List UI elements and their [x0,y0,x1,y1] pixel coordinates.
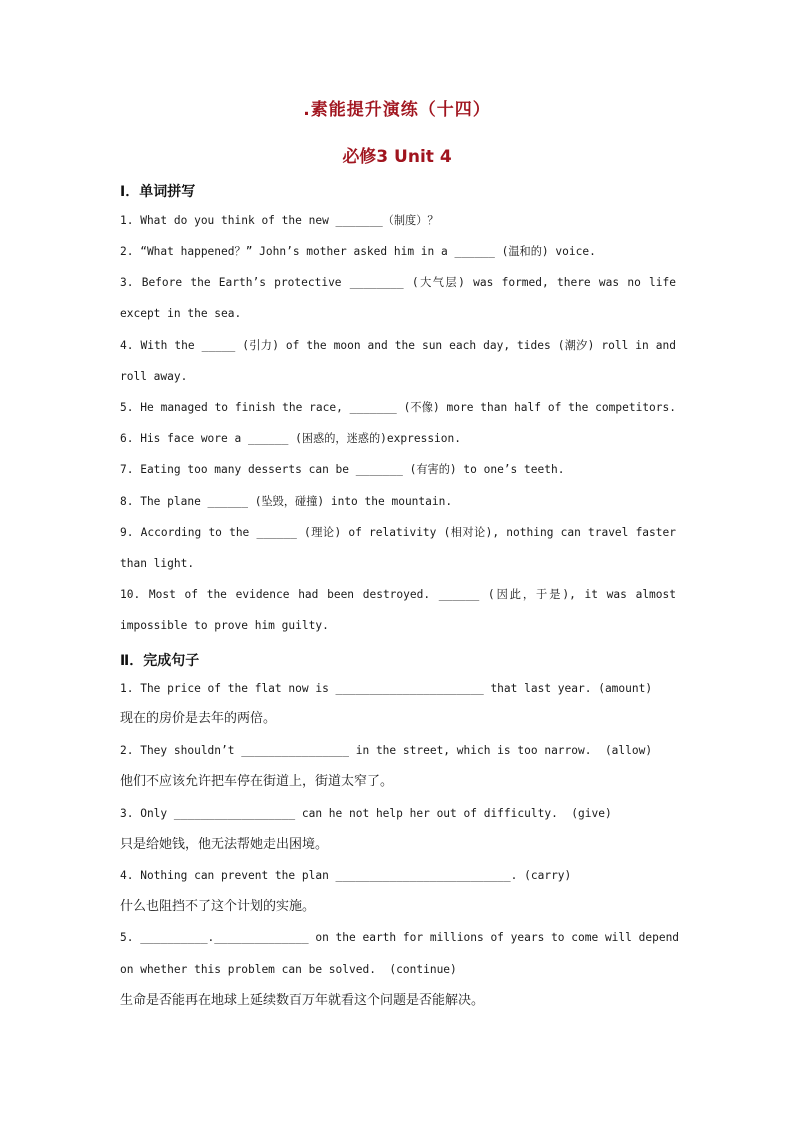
completion-item-cn: 只是给她钱，他无法帮她走出困境。 [120,837,329,852]
spelling-line: 3. Before the Earth’s protective ________ (大气层) was formed, there was no life [120,276,676,289]
spelling-line: 2. “What happened？” John’s mother asked him in a ______ (温和的) voice. [120,245,596,258]
completion-item-cn: 他们不应该允许把车停在街道上，街道太窄了。 [120,774,394,789]
completion-item-en: 4. Nothing can prevent the plan __________________________. (carry) [120,869,572,882]
spelling-line: 1. What do you think of the new _______（制度）？ [120,214,439,227]
spelling-line: except in the sea. [120,307,242,320]
spelling-line: 4. With the _____ (引力) of the moon and the sun each day, tides (潮汐) roll in and [120,339,676,352]
completion-item-cn: 现在的房价是去年的两倍。 [120,711,277,726]
spelling-line: than light. [120,557,195,570]
section-heading-completion: Ⅱ．完成句子 [120,653,200,669]
spelling-line: 5. He managed to finish the race, _______ (不像) more than half of the competitors. [120,401,676,414]
completion-item-en: 2. They shouldn’t ________________ in the street, which is too narrow. (allow) [120,744,653,757]
completion-item-cn: 什么也阻挡不了这个计划的实施。 [120,899,316,914]
spelling-line: 8. The plane ______ (坠毁，碰撞) into the mountain. [120,495,453,508]
page-subtitle: 必修3 Unit 4 [342,147,452,167]
completion-item-en: 1. The price of the flat now is ______________________ that last year. (amount) [120,682,653,695]
spelling-line: roll away. [120,370,188,383]
page-title: .素能提升演练（十四） [303,100,491,120]
spelling-line: 7. Eating too many desserts can be _______ (有害的) to one’s teeth. [120,463,565,476]
spelling-line: 6. His face wore a ______ (困惑的，迷惑的)expression. [120,432,461,445]
completion-item-en: 3. Only __________________ can he not help her out of difficulty. (give) [120,807,612,820]
spelling-line: 9. According to the ______ (理论) of relativity (相对论), nothing can travel faster [120,526,676,539]
spelling-line: impossible to prove him guilty. [120,619,329,632]
completion-item-cn: 生命是否能再在地球上延续数百万年就看这个问题是否能解决。 [120,993,485,1008]
completion-item-en-continued: on whether this problem can be solved. (continue) [120,963,457,976]
completion-item-en: 5. __________.______________ on the earth for millions of years to come will depend [120,931,680,944]
section-heading-spelling: Ⅰ．单词拼写 [120,184,196,200]
spelling-line: 10. Most of the evidence had been destroyed. ______ (因此，于是), it was almost [120,588,676,601]
